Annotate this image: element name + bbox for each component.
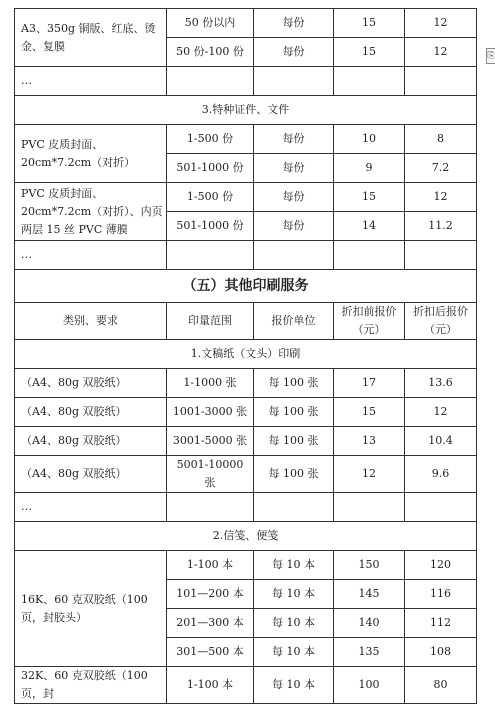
unit-cell: 每 100 张 <box>254 427 334 456</box>
ellipsis-cell: … <box>15 493 167 522</box>
price-table <box>14 8 477 704</box>
unit-cell: 每 10 本 <box>254 667 334 704</box>
price-after-cell: 10.4 <box>405 427 477 456</box>
range-cell: 1-100 本 <box>167 551 254 580</box>
unit-cell: 每份 <box>254 38 334 67</box>
table-row <box>15 493 477 522</box>
unit-cell: 每 100 张 <box>254 369 334 398</box>
price-before-cell: 150 <box>334 551 405 580</box>
range-cell: 1-100 本 <box>167 667 254 704</box>
table-row <box>15 183 477 212</box>
item-cell: 16K、60 克双胶纸（100 页，封胶头） <box>15 551 167 667</box>
unit-cell: 每 10 本 <box>254 638 334 667</box>
price-before-cell: 15 <box>334 398 405 427</box>
table-row <box>15 369 477 398</box>
column-header-unit: 报价单位 <box>254 303 334 340</box>
price-after-cell: 108 <box>405 638 477 667</box>
section-row <box>15 522 477 551</box>
range-cell: 501-1000 份 <box>167 212 254 241</box>
header-row <box>15 303 477 340</box>
price-after-cell: 120 <box>405 551 477 580</box>
price-before-cell: 9 <box>334 154 405 183</box>
price-after-cell: 8 <box>405 125 477 154</box>
unit-cell: 每 10 本 <box>254 551 334 580</box>
price-before-cell: 10 <box>334 125 405 154</box>
price-before-cell: 100 <box>334 667 405 704</box>
range-cell: 301—500 本 <box>167 638 254 667</box>
unit-cell: 每份 <box>254 154 334 183</box>
price-after-cell: 12 <box>405 38 477 67</box>
table-row <box>15 667 477 704</box>
table-row <box>15 125 477 154</box>
unit-cell: 每 10 本 <box>254 609 334 638</box>
item-cell: （A4、80g 双胶纸） <box>15 369 167 398</box>
range-cell: 3001-5000 张 <box>167 427 254 456</box>
section-row <box>15 340 477 369</box>
unit-cell: 每份 <box>254 212 334 241</box>
table-row <box>15 9 477 38</box>
price-after-cell: 112 <box>405 609 477 638</box>
table-row <box>15 456 477 493</box>
price-after-cell: 80 <box>405 667 477 704</box>
unit-cell: 每份 <box>254 183 334 212</box>
price-before-cell: 140 <box>334 609 405 638</box>
item-cell: PVC 皮质封面、20cm*7.2cm（对折）、内页两层 15 丝 PVC 薄膜 <box>15 183 167 241</box>
item-cell: （A4、80g 双胶纸） <box>15 398 167 427</box>
range-cell: 201—300 本 <box>167 609 254 638</box>
price-before-cell: 15 <box>334 38 405 67</box>
unit-cell: 每 10 本 <box>254 580 334 609</box>
subsection-title: 1.文稿纸（文头）印刷 <box>15 340 477 369</box>
section-heading: （五）其他印刷服务 <box>15 270 477 303</box>
price-after-cell: 9.6 <box>405 456 477 493</box>
price-before-cell: 135 <box>334 638 405 667</box>
range-cell: 50 份以内 <box>167 9 254 38</box>
subsection-title: 2.信笺、便笺 <box>15 522 477 551</box>
range-cell: 1001-3000 张 <box>167 398 254 427</box>
item-cell: （A4、80g 双胶纸） <box>15 456 167 493</box>
table-row <box>15 398 477 427</box>
column-header-price-after: 折扣后报价（元） <box>405 303 477 340</box>
page-marker-icon[interactable]: ⎘ <box>486 48 495 64</box>
unit-cell: 每 100 张 <box>254 398 334 427</box>
section-title: 3.特种证件、文件 <box>15 96 477 125</box>
range-cell: 501-1000 份 <box>167 154 254 183</box>
item-cell: A3、350g 铜版、红底、烫金、复膜 <box>15 9 167 67</box>
table-row <box>15 427 477 456</box>
range-cell: 1-500 份 <box>167 125 254 154</box>
price-before-cell: 14 <box>334 212 405 241</box>
table-row <box>15 551 477 580</box>
price-before-cell: 13 <box>334 427 405 456</box>
price-after-cell: 13.6 <box>405 369 477 398</box>
range-cell: 101—200 本 <box>167 580 254 609</box>
price-after-cell: 116 <box>405 580 477 609</box>
price-after-cell: 11.2 <box>405 212 477 241</box>
price-after-cell: 12 <box>405 9 477 38</box>
section-row <box>15 96 477 125</box>
price-after-cell: 12 <box>405 398 477 427</box>
column-header-price-before: 折扣前报价（元） <box>334 303 405 340</box>
column-header-range: 印量范围 <box>167 303 254 340</box>
ellipsis-cell: … <box>15 241 167 270</box>
range-cell: 5001-10000 张 <box>167 456 254 493</box>
item-cell: 32K、60 克双胶纸（100 页，封 <box>15 667 167 704</box>
column-header-category: 类别、要求 <box>15 303 167 340</box>
unit-cell: 每份 <box>254 9 334 38</box>
price-before-cell: 15 <box>334 183 405 212</box>
price-after-cell: 7.2 <box>405 154 477 183</box>
ellipsis-cell: … <box>15 67 167 96</box>
price-before-cell: 12 <box>334 456 405 493</box>
table-row <box>15 67 477 96</box>
price-before-cell: 17 <box>334 369 405 398</box>
item-cell: PVC 皮质封面、20cm*7.2cm（对折） <box>15 125 167 183</box>
price-before-cell: 145 <box>334 580 405 609</box>
range-cell: 1-500 份 <box>167 183 254 212</box>
range-cell: 50 份-100 份 <box>167 38 254 67</box>
unit-cell: 每份 <box>254 125 334 154</box>
item-cell: （A4、80g 双胶纸） <box>15 427 167 456</box>
price-before-cell: 15 <box>334 9 405 38</box>
table-row <box>15 241 477 270</box>
range-cell: 1-1000 张 <box>167 369 254 398</box>
price-after-cell: 12 <box>405 183 477 212</box>
section-heading-row <box>15 270 477 303</box>
unit-cell: 每 100 张 <box>254 456 334 493</box>
